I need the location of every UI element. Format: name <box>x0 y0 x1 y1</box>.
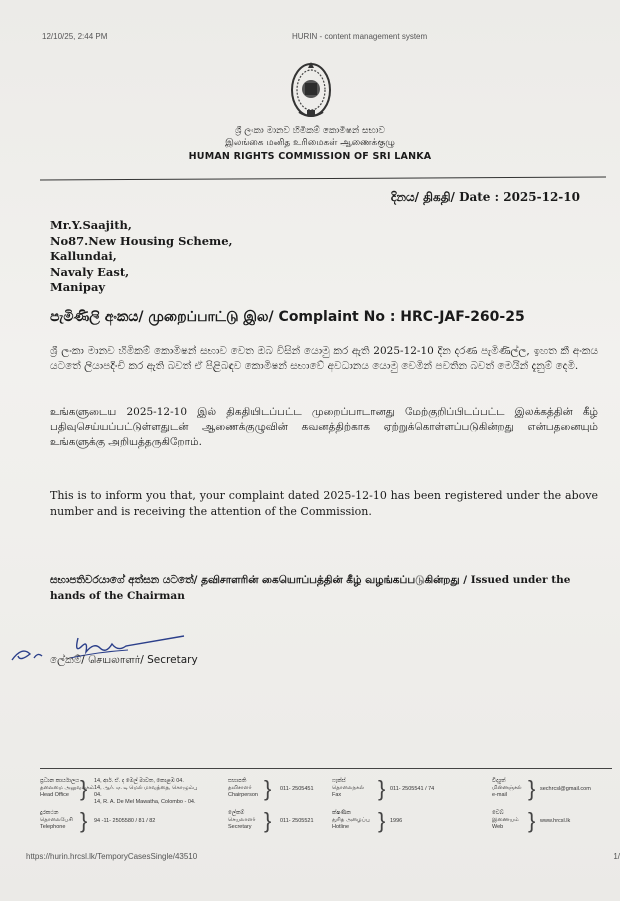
head-office-label: ප්‍රධාන කාර්යාලය தலைமை அலுவலகம் Head Office <box>40 778 95 798</box>
hotline-label: ක්ෂණික துரித அழைப்பு Hotline <box>332 810 370 830</box>
national-emblem-icon <box>289 60 333 122</box>
address-line: Navaly East, <box>50 264 130 279</box>
brace-icon: } <box>528 776 536 801</box>
brace-icon: } <box>378 808 386 833</box>
secretary-footer-label: ලේකම් செயலாளர் Secretary <box>228 810 256 830</box>
email-label: විද්‍යුත් மின்னஞ்சல் e-mail <box>492 778 522 798</box>
letterhead-footer <box>40 774 612 844</box>
web-label: වෙබ් இணையம் Web <box>492 810 519 830</box>
fax-value: 011- 2505541 / 74 <box>390 786 435 792</box>
org-name-english: HUMAN RIGHTS COMMISSION OF SRI LANKA <box>188 151 432 162</box>
paragraph-sinhala: ශ්‍රී ලංකා මානව හිමිකම් කොමිෂන් සභාව වෙත ඔබ විසින් යොමු කර ඇති 2025-12-10 දින දරණ පැමිණිල්ල, ඉහත කී අංකය යටතේ ලියාපදිංචි කර ඇති බවත් ඒ පිළිබඳව කොමිෂන් සභාවේ අවධානය යොමු වෙමින් පවතින බවත් මෙයින් දැනුම් දෙමි. <box>50 345 598 372</box>
address-line: No87.New Housing Scheme, <box>50 233 233 248</box>
brace-icon: } <box>264 808 272 833</box>
fax-label: ෆැක්ස් தொலைநகல் Fax <box>332 778 365 798</box>
address-line: Manipay <box>50 280 106 294</box>
print-system-name: HURIN - content management system <box>292 32 428 41</box>
secretary-signature <box>8 628 188 678</box>
chairperson-value: 011- 2505451 <box>280 786 314 792</box>
secretary-value: 011- 2505521 <box>280 818 314 824</box>
brace-icon: } <box>264 776 272 801</box>
footer-divider <box>40 768 612 769</box>
hotline-value: 1996 <box>390 818 403 824</box>
address-line: Kallundai, <box>50 249 117 263</box>
telephone-value: 94 -11- 2505580 / 81 / 82 <box>94 818 156 824</box>
header-divider <box>40 177 606 181</box>
address-line: Mr.Y.Saajith, <box>50 218 132 232</box>
brace-icon: } <box>80 776 88 801</box>
org-name-sinhala: ශ්‍රී ලංකා මානව හිමිකම් කොමිෂන් සභාව <box>235 126 385 136</box>
paragraph-english: This is to inform you that, your complaint dated 2025-12-10 has been registered under the above number and is receiving the attention of the Commission. <box>50 489 598 518</box>
print-url: https://hurin.hrcsl.lk/TemporyCasesSingle/43510 <box>26 852 198 861</box>
email-value: sechrcsl@gmail.com <box>540 786 591 792</box>
print-page-number: 1/ <box>613 852 620 861</box>
brace-icon: } <box>80 808 88 833</box>
paragraph-tamil: உங்களுடைய 2025-12-10 இல் திகதியிடப்பட்ட முறைப்பாடானது மேற்குறிப்பிடப்பட்ட இலக்கத்தின் கீழ் பதிவுசெய்யப்பட்டுள்ளதுடன் ஆணைக்குழுவின் கவனத்திற்காக ஏற்றுக்கொள்ளப்படுகின்றது என்பதனையும் உங்களுக்கு அறியத்தருகிறோம். <box>50 406 598 448</box>
web-value: www.hrcsl.lk <box>540 818 571 824</box>
brace-icon: } <box>528 808 536 833</box>
complaint-number: පැමිණිලි අංකය/ முறைப்பாட்டு இல/ Complaint No : HRC-JAF-260-25 <box>50 309 525 325</box>
recipient-address <box>50 218 233 296</box>
print-timestamp: 12/10/25, 2:44 PM <box>42 32 108 41</box>
issued-under-line: සභාපතිවරයාගේ අත්සන යටතේ/ தவிசாளரின் கையொப்பத்தின் கீழ் வழங்கப்படுகின்றது / Issued under the hands of the Chairman <box>50 574 571 602</box>
head-office-address: 14, ආර්. ඒ. ද මෙල් මාවත, කොළඹ 04. 14, ஆர். ஏ. டி மெல் மாவத்தை, கொழும்பு 04. 14, R. A. De Mel Mawatha, Colombo - 04. <box>94 778 198 805</box>
secretary-label: ලේකම්/ செயலாளர்/ Secretary <box>50 654 198 666</box>
chairperson-label: සභාපති தவிசாளர் Chairperson <box>228 778 258 798</box>
org-name-tamil: இலங்கை மனித உரிமைகள் ஆணைக்குழு <box>225 138 395 148</box>
brace-icon: } <box>378 776 386 801</box>
letter-date: දිනය/ திகதி/ Date : 2025-12-10 <box>390 190 580 204</box>
telephone-label: දුරකථන தொலைபேசி Telephone <box>40 810 73 830</box>
